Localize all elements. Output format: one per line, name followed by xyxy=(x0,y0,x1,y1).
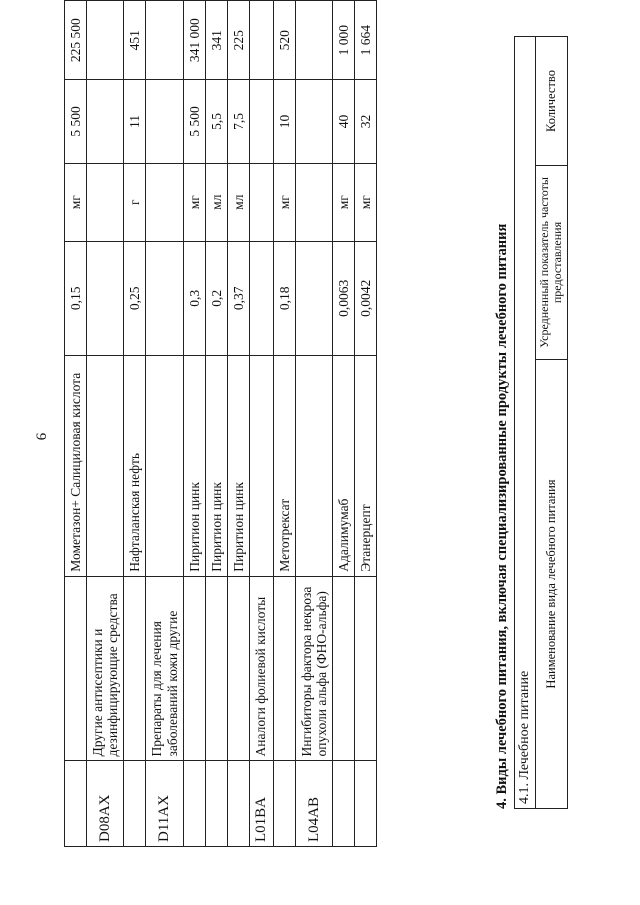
total-cell: 1 000 xyxy=(333,1,355,80)
dose-cell: 0,18 xyxy=(273,241,295,355)
atc-code-cell xyxy=(205,761,227,847)
drug-name-cell: Нафталанская нефть xyxy=(124,355,146,576)
table-row xyxy=(273,1,295,847)
dose-cell: 0,25 xyxy=(124,241,146,355)
drug-name-cell xyxy=(249,355,273,576)
dose-cell: 0,2 xyxy=(205,241,227,355)
total-cell: 520 xyxy=(273,1,295,80)
total-cell: 225 xyxy=(227,1,249,80)
page-number: 9 xyxy=(32,432,49,441)
drug-group-cell xyxy=(124,576,146,761)
drug-name-cell xyxy=(295,355,332,576)
total-cell xyxy=(295,1,332,80)
drug-group-cell: Ингибиторы фактора некроза опухоли альфа (ФНО-альфа) xyxy=(295,576,332,761)
dose-cell xyxy=(249,241,273,355)
total-cell: 451 xyxy=(124,1,146,80)
unit-cell xyxy=(146,163,183,241)
atc-code-cell xyxy=(65,761,87,847)
total-cell: 341 000 xyxy=(183,1,205,80)
table-row xyxy=(249,1,273,847)
table-row xyxy=(355,1,377,847)
dose-cell xyxy=(87,241,124,355)
table-row xyxy=(333,1,355,847)
total-cell xyxy=(146,1,183,80)
column-header-name: Наименование вида лечебного питания xyxy=(535,360,567,809)
drug-group-cell: Другие антисептики и дезинфицирующие средства xyxy=(87,576,124,761)
dose-cell: 0,37 xyxy=(227,241,249,355)
frequency-cell xyxy=(146,80,183,163)
nutrition-subheading-row xyxy=(515,37,536,809)
atc-code-cell xyxy=(124,761,146,847)
unit-cell: г xyxy=(124,163,146,241)
drug-group-cell xyxy=(227,576,249,761)
table-row xyxy=(183,1,205,847)
drug-group-cell xyxy=(205,576,227,761)
unit-cell: мг xyxy=(65,163,87,241)
table-row xyxy=(65,1,87,847)
table-row xyxy=(124,1,146,847)
drug-name-cell: Этанерцепт xyxy=(355,355,377,576)
total-cell xyxy=(249,1,273,80)
dose-cell: 0,0063 xyxy=(333,241,355,355)
drug-group-cell xyxy=(355,576,377,761)
atc-code-cell: L01BA xyxy=(249,761,273,847)
unit-cell xyxy=(295,163,332,241)
frequency-cell xyxy=(87,80,124,163)
total-cell: 225 500 xyxy=(65,1,87,80)
drug-name-cell xyxy=(87,355,124,576)
nutrition-table xyxy=(514,36,568,809)
column-header-frequency: Усредненный показатель частоты предоставления xyxy=(535,166,567,360)
frequency-cell: 10 xyxy=(273,80,295,163)
unit-cell: мг xyxy=(355,163,377,241)
frequency-cell: 32 xyxy=(355,80,377,163)
unit-cell: мг xyxy=(273,163,295,241)
frequency-cell: 5 500 xyxy=(65,80,87,163)
drug-group-cell xyxy=(273,576,295,761)
table-row xyxy=(146,1,183,847)
atc-code-cell xyxy=(273,761,295,847)
table-row xyxy=(227,1,249,847)
drug-name-cell: Пиритион цинк xyxy=(205,355,227,576)
unit-cell: мг xyxy=(333,163,355,241)
drug-name-cell: Пиритион цинк xyxy=(183,355,205,576)
dose-cell: 0,3 xyxy=(183,241,205,355)
frequency-cell: 5,5 xyxy=(205,80,227,163)
frequency-cell: 11 xyxy=(124,80,146,163)
total-cell: 341 xyxy=(205,1,227,80)
frequency-cell: 40 xyxy=(333,80,355,163)
drug-name-cell: Метотрексат xyxy=(273,355,295,576)
section-heading: 4. Виды лечебного питания, включая специализированные продукты лечебного питания xyxy=(494,223,510,809)
atc-code-cell: L04AB xyxy=(295,761,332,847)
frequency-cell: 7,5 xyxy=(227,80,249,163)
unit-cell: мл xyxy=(227,163,249,241)
frequency-cell xyxy=(249,80,273,163)
drug-name-cell xyxy=(146,355,183,576)
table-row xyxy=(295,1,332,847)
drug-group-cell xyxy=(333,576,355,761)
drug-name-cell: Адалимумаб xyxy=(333,355,355,576)
unit-cell: мл xyxy=(205,163,227,241)
atc-code-cell xyxy=(333,761,355,847)
drug-group-cell: Аналоги фолиевой кислоты xyxy=(249,576,273,761)
dose-cell: 0,0042 xyxy=(355,241,377,355)
drug-group-cell xyxy=(65,576,87,761)
drug-name-cell: Мометазон+ Салициловая кислота xyxy=(65,355,87,576)
frequency-cell: 5 500 xyxy=(183,80,205,163)
drug-table xyxy=(64,0,377,847)
drug-name-cell: Пиритион цинк xyxy=(227,355,249,576)
atc-code-cell: D11AX xyxy=(146,761,183,847)
drug-table-body xyxy=(65,1,377,847)
atc-code-cell xyxy=(227,761,249,847)
dose-cell xyxy=(146,241,183,355)
nutrition-header-row xyxy=(535,37,567,809)
dose-cell: 0,15 xyxy=(65,241,87,355)
total-cell: 1 664 xyxy=(355,1,377,80)
total-cell xyxy=(87,1,124,80)
atc-code-cell xyxy=(183,761,205,847)
atc-code-cell xyxy=(355,761,377,847)
drug-group-cell: Препараты для лечения заболеваний кожи другие xyxy=(146,576,183,761)
atc-code-cell: D08AX xyxy=(87,761,124,847)
unit-cell: мг xyxy=(183,163,205,241)
unit-cell xyxy=(249,163,273,241)
table-row xyxy=(205,1,227,847)
drug-group-cell xyxy=(183,576,205,761)
frequency-cell xyxy=(295,80,332,163)
column-header-quantity: Количество xyxy=(535,37,567,166)
unit-cell xyxy=(87,163,124,241)
nutrition-subheading: 4.1. Лечебное питание xyxy=(515,37,536,809)
table-row xyxy=(87,1,124,847)
dose-cell xyxy=(295,241,332,355)
